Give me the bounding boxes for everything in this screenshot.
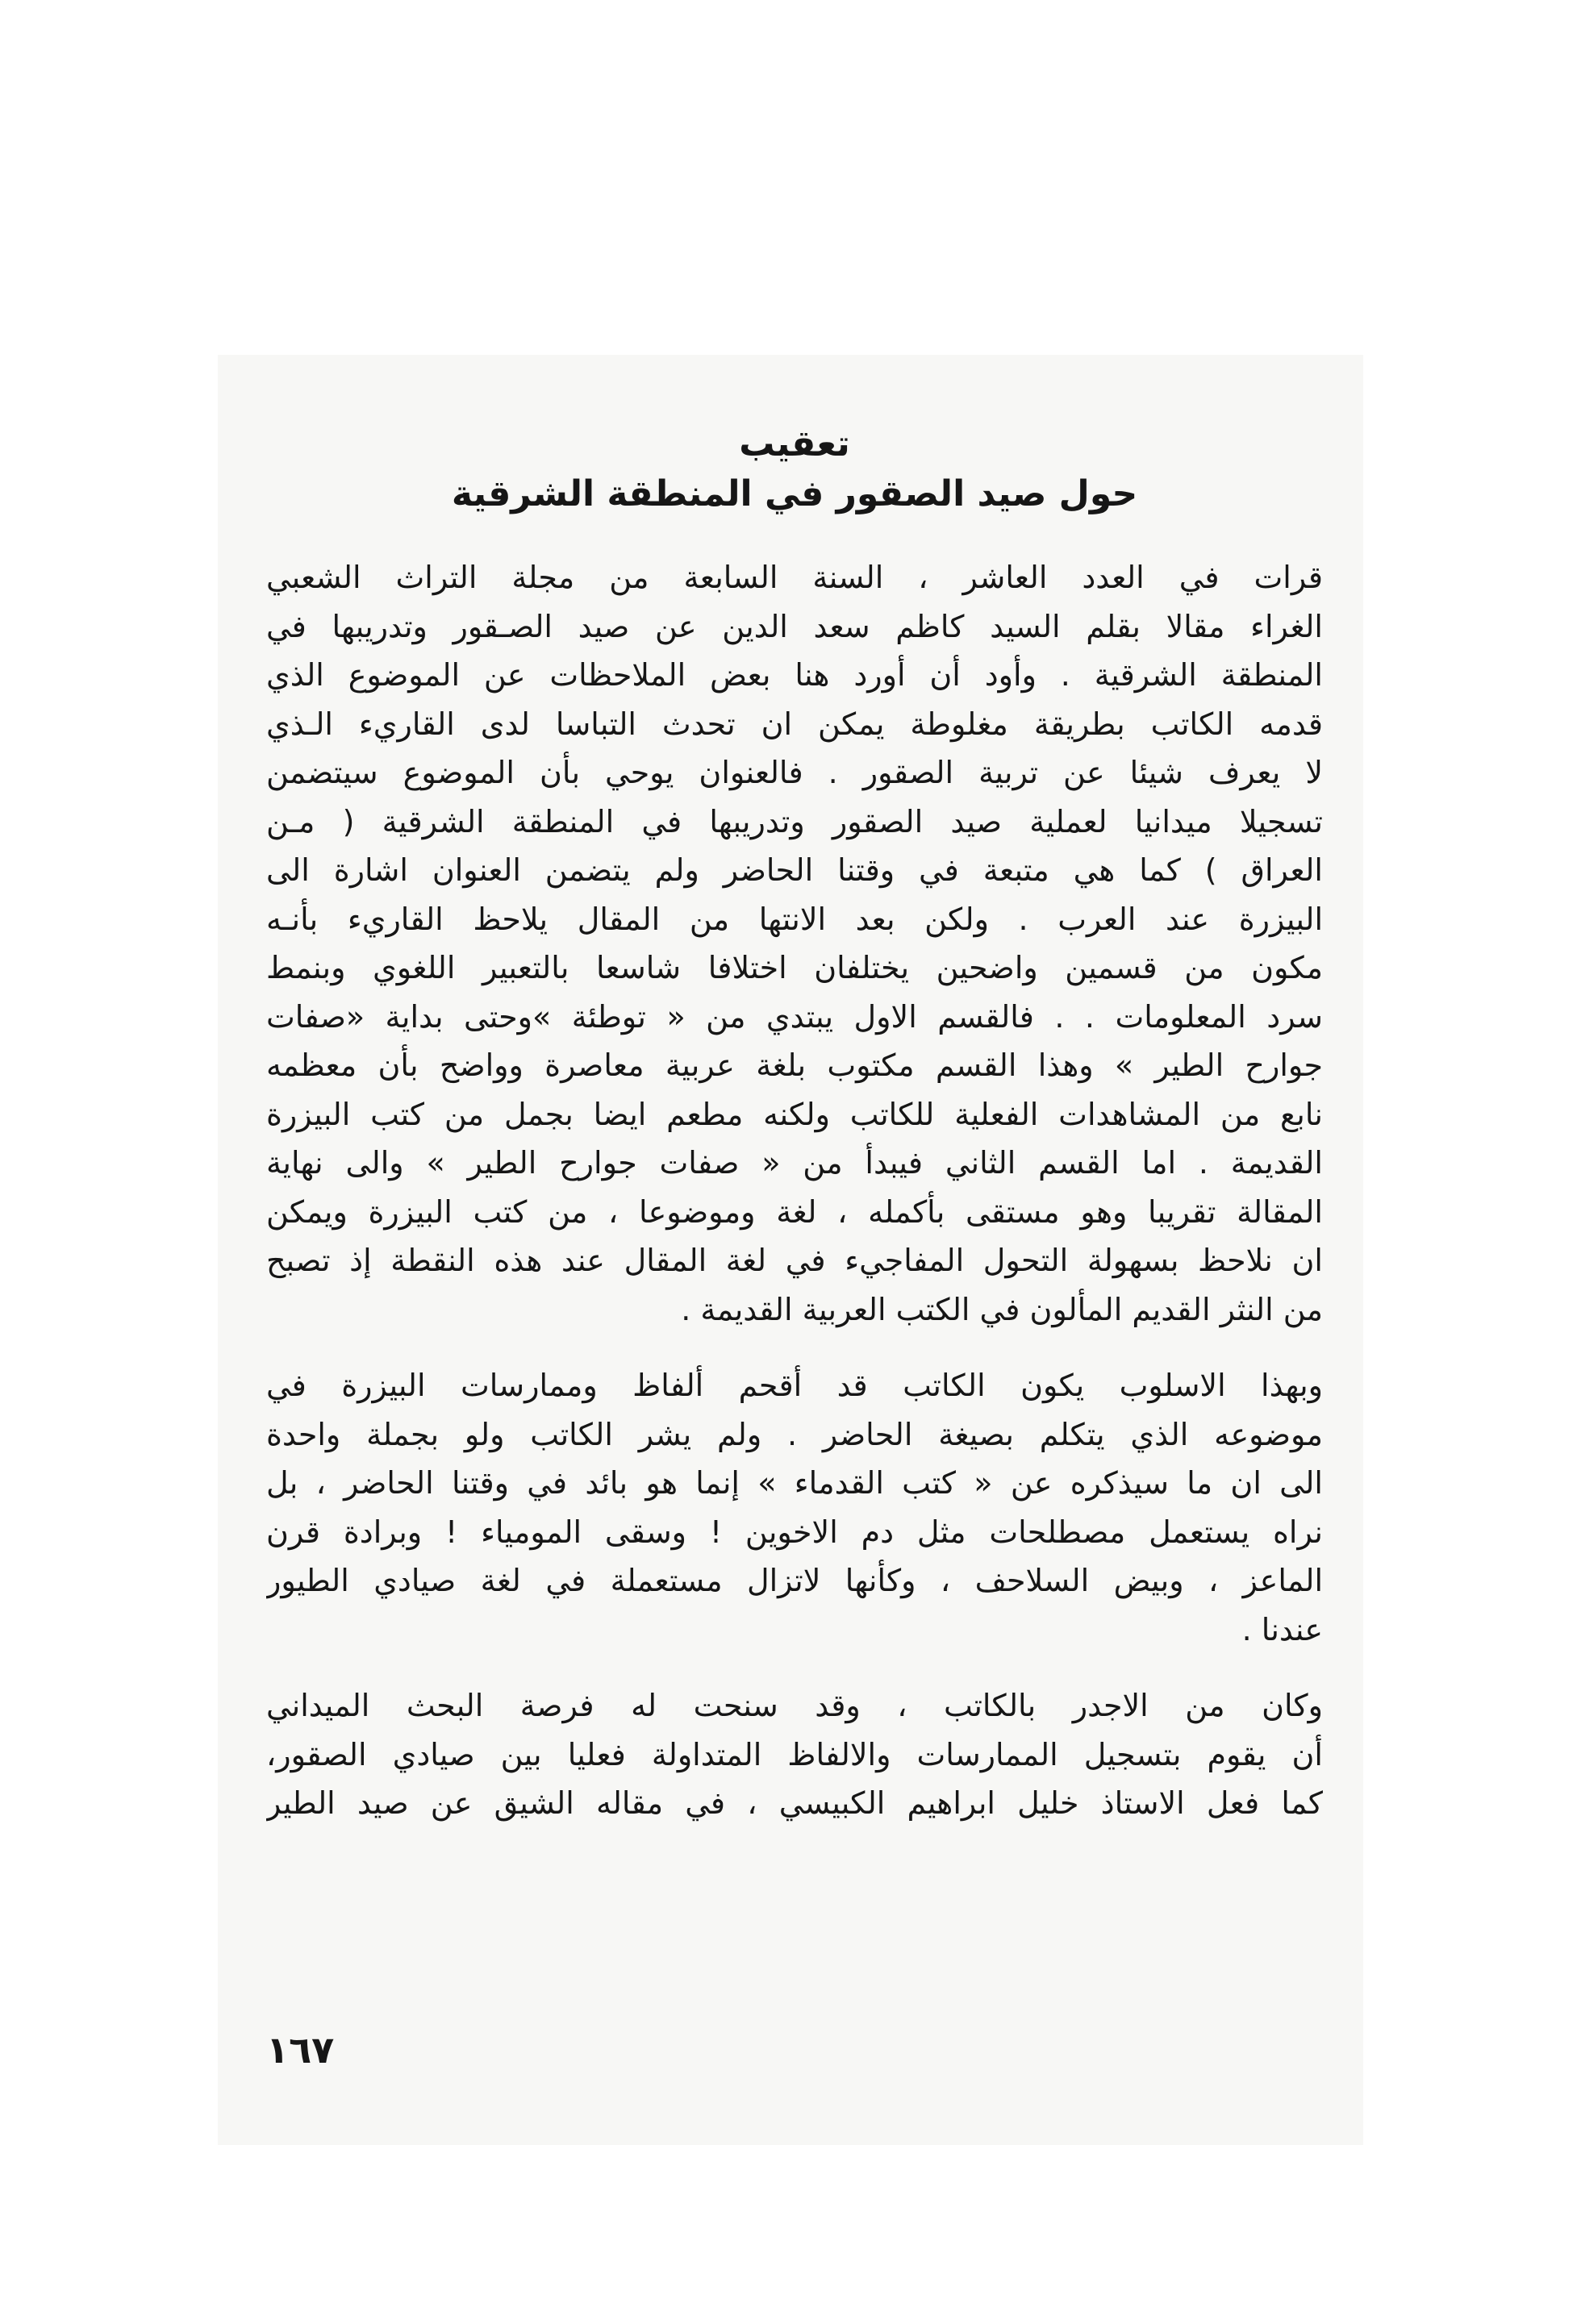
article-subtitle: حول صيد الصقور في المنطقة الشرقية [451, 473, 1138, 514]
paragraph-gap [266, 1654, 1323, 1681]
paragraph-line: لا يعرف شيئا عن تربية الصقور . فالعنوان يوحي بأن الموضوع سيتضمن [266, 755, 1323, 790]
paragraph-2 [266, 1361, 1323, 1654]
paragraph-line: نراه يستعمل مصطلحات مثل دم الاخوين ! وسقى المومياء ! وبرادة قرن [266, 1514, 1323, 1550]
paragraph-gap [266, 1334, 1323, 1361]
paragraph-line: الغراء مقالا بقلم السيد كاظم سعد الدين عن صيد الصـقور وتدريبها في [266, 608, 1323, 644]
paragraph-line: من النثر القديم المألون في الكتب العربية القديمة . [681, 1291, 1323, 1327]
article-body [266, 419, 1323, 1828]
paragraph-line: القديمة . اما القسم الثاني فيبدأ من « صفات جوارح الطير » والى نهاية [266, 1145, 1323, 1181]
paragraph-line: البيزرة عند العرب . ولكن بعد الانتها من المقال يلاحظ القاريء بأنـه [266, 901, 1323, 937]
paragraph-line: كما فعل الاستاذ خليل ابراهيم الكبيسي ، في مقاله الشيق عن صيد الطير [266, 1785, 1323, 1821]
paragraph-line: وبهذا الاسلوب يكون الكاتب قد أقحم ألفاظ وممارسات البيزرة في [266, 1368, 1323, 1403]
article-title: تعقيب [739, 423, 850, 464]
paragraph-line: سرد المعلومات . . فالقسم الاول يبتدي من « توطئة »وحتى بداية «صفات [266, 998, 1323, 1035]
paragraph-line: عندنا . [1241, 1611, 1323, 1647]
paragraph-line: أن يقوم بتسجيل الممارسات والالفاظ المتداولة فعليا بين صيادي الصقور، [266, 1736, 1323, 1772]
paragraph-line: تسجيلا ميدانيا لعملية صيد الصقور وتدريبها في المنطقة الشرقية ( مـن [266, 803, 1323, 839]
paragraph-line: ان نلاحظ بسهولة التحول المفاجيء في لغة المقال عند هذه النقطة إذ تصبح [266, 1243, 1323, 1278]
paragraph-line: الماعز ، وبيض السلاحف ، وكأنها لاتزال مستعملة في لغة صيادي الطيور [266, 1563, 1323, 1598]
paragraph-line: نابع من المشاهدات الفعلية للكاتب ولكنه مطعم ايضا بجمل من كتب البيزرة [266, 1096, 1323, 1132]
paragraph-1 [266, 553, 1323, 1334]
page-number: ١٦٧ [266, 2028, 335, 2072]
paragraph-line: المقالة تقريبا وهو مستقى بأكمله ، لغة وموضوعا ، من كتب البيزرة ويمكن [266, 1193, 1323, 1230]
paragraph-line: المنطقة الشرقية . وأود أن أورد هنا بعض الملاحظات عن الموضوع الذي [266, 657, 1323, 693]
paragraph-line: قدمه الكاتب بطريقة مغلوطة يمكن ان تحدث التباسا لدى القاريء الـذي [266, 706, 1323, 742]
paragraph-line: جوارح الطير » وهذا القسم مكتوب بلغة عربية معاصرة وواضح بأن معظمه [266, 1047, 1323, 1083]
paragraph-line: وكان من الاجدر بالكاتب ، وقد سنحت له فرصة البحث الميداني [266, 1688, 1323, 1723]
paragraph-line: قرات في العدد العاشر ، السنة السابعة من مجلة التراث الشعبي [266, 560, 1323, 595]
paragraph-line: مكون من قسمين واضحين يختلفان اختلافا شاسعا بالتعبير اللغوي وبنمط [266, 950, 1323, 985]
paragraph-line: موضوعه الذي يتكلم بصيغة الحاضر . ولم يشر الكاتب ولو بجملة واحدة [266, 1416, 1323, 1452]
paragraph-line: العراق ) كما هي متبعة في وقتنا الحاضر ولم يتضمن العنوان اشارة الى [266, 852, 1323, 888]
paragraph-3 [266, 1681, 1323, 1828]
paragraph-line: الى ان ما سيذكره عن « كتب القدماء » إنما هو بائد في وقتنا الحاضر ، بل [266, 1465, 1323, 1501]
